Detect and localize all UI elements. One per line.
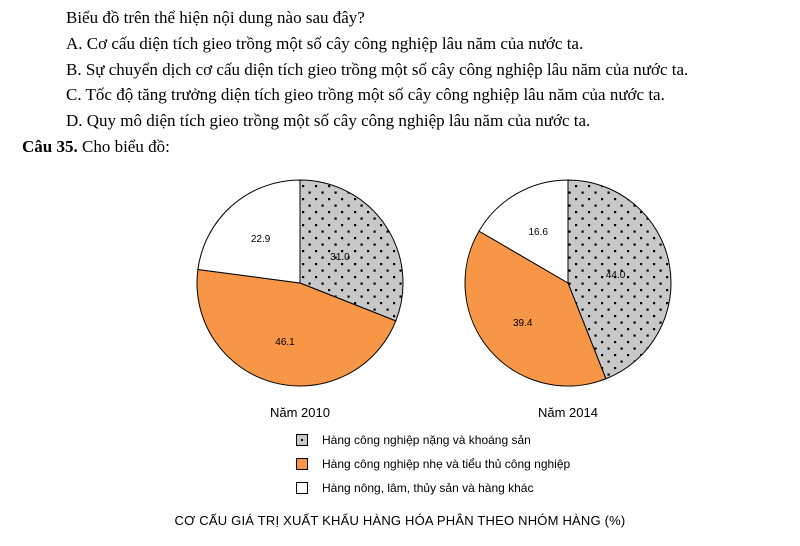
option-c: C. Tốc độ tăng trưởng diện tích gieo trồng một số cây công nghiệp lâu năm của nước ta. (66, 85, 665, 104)
legend-swatch-orange (296, 458, 308, 470)
pie-0-slice-2 (198, 180, 300, 283)
legend-item-heavy-industry (296, 432, 531, 447)
question-stem: Biểu đồ trên thể hiện nội dung nào sau đây? (66, 8, 365, 27)
option-b: B. Sự chuyển dịch cơ cấu diện tích gieo trồng một số cây công nghiệp lâu năm của nước ta. (66, 60, 689, 79)
pie-0-value-label-0: 31.0 (330, 251, 350, 263)
option-d: D. Quy mô diện tích gieo trồng một số cây công nghiệp lâu năm của nước ta. (66, 111, 591, 130)
legend-item-agriculture (296, 480, 533, 495)
pie-1-value-label-1: 39.4 (512, 317, 533, 329)
legend-label: Hàng công nghiệp nhẹ và tiểu thủ công nghiệp (322, 456, 571, 471)
legend-swatch-white (296, 482, 308, 494)
pie-0-value-label-2: 22.9 (250, 234, 271, 246)
legend-label: Hàng công nghiệp nặng và khoáng sản (322, 432, 531, 447)
pie-0-value-label-1: 46.1 (275, 336, 295, 348)
pie-0-year-label: Năm 2010 (270, 405, 330, 420)
pie-1-year-label: Năm 2014 (538, 405, 598, 420)
pie-1-value-label-2: 16.6 (528, 227, 548, 239)
pie-1-value-label-0: 44.0 (605, 269, 626, 281)
option-a: A. Cơ cấu diện tích gieo trồng một số cây công nghiệp lâu năm của nước ta. (66, 34, 584, 53)
legend-item-light-industry (296, 456, 570, 471)
question-35-text: Cho biểu đồ: (77, 137, 170, 156)
legend-swatch-dotted (296, 434, 308, 446)
legend-label: Hàng nông, lâm, thủy sản và hàng khác (322, 480, 534, 495)
chart-title: CƠ CẤU GIÁ TRỊ XUẤT KHẨU HÀNG HÓA PHÂN THEO NHÓM HÀNG (%) (174, 513, 626, 528)
question-35-label: Câu 35. (22, 137, 78, 156)
